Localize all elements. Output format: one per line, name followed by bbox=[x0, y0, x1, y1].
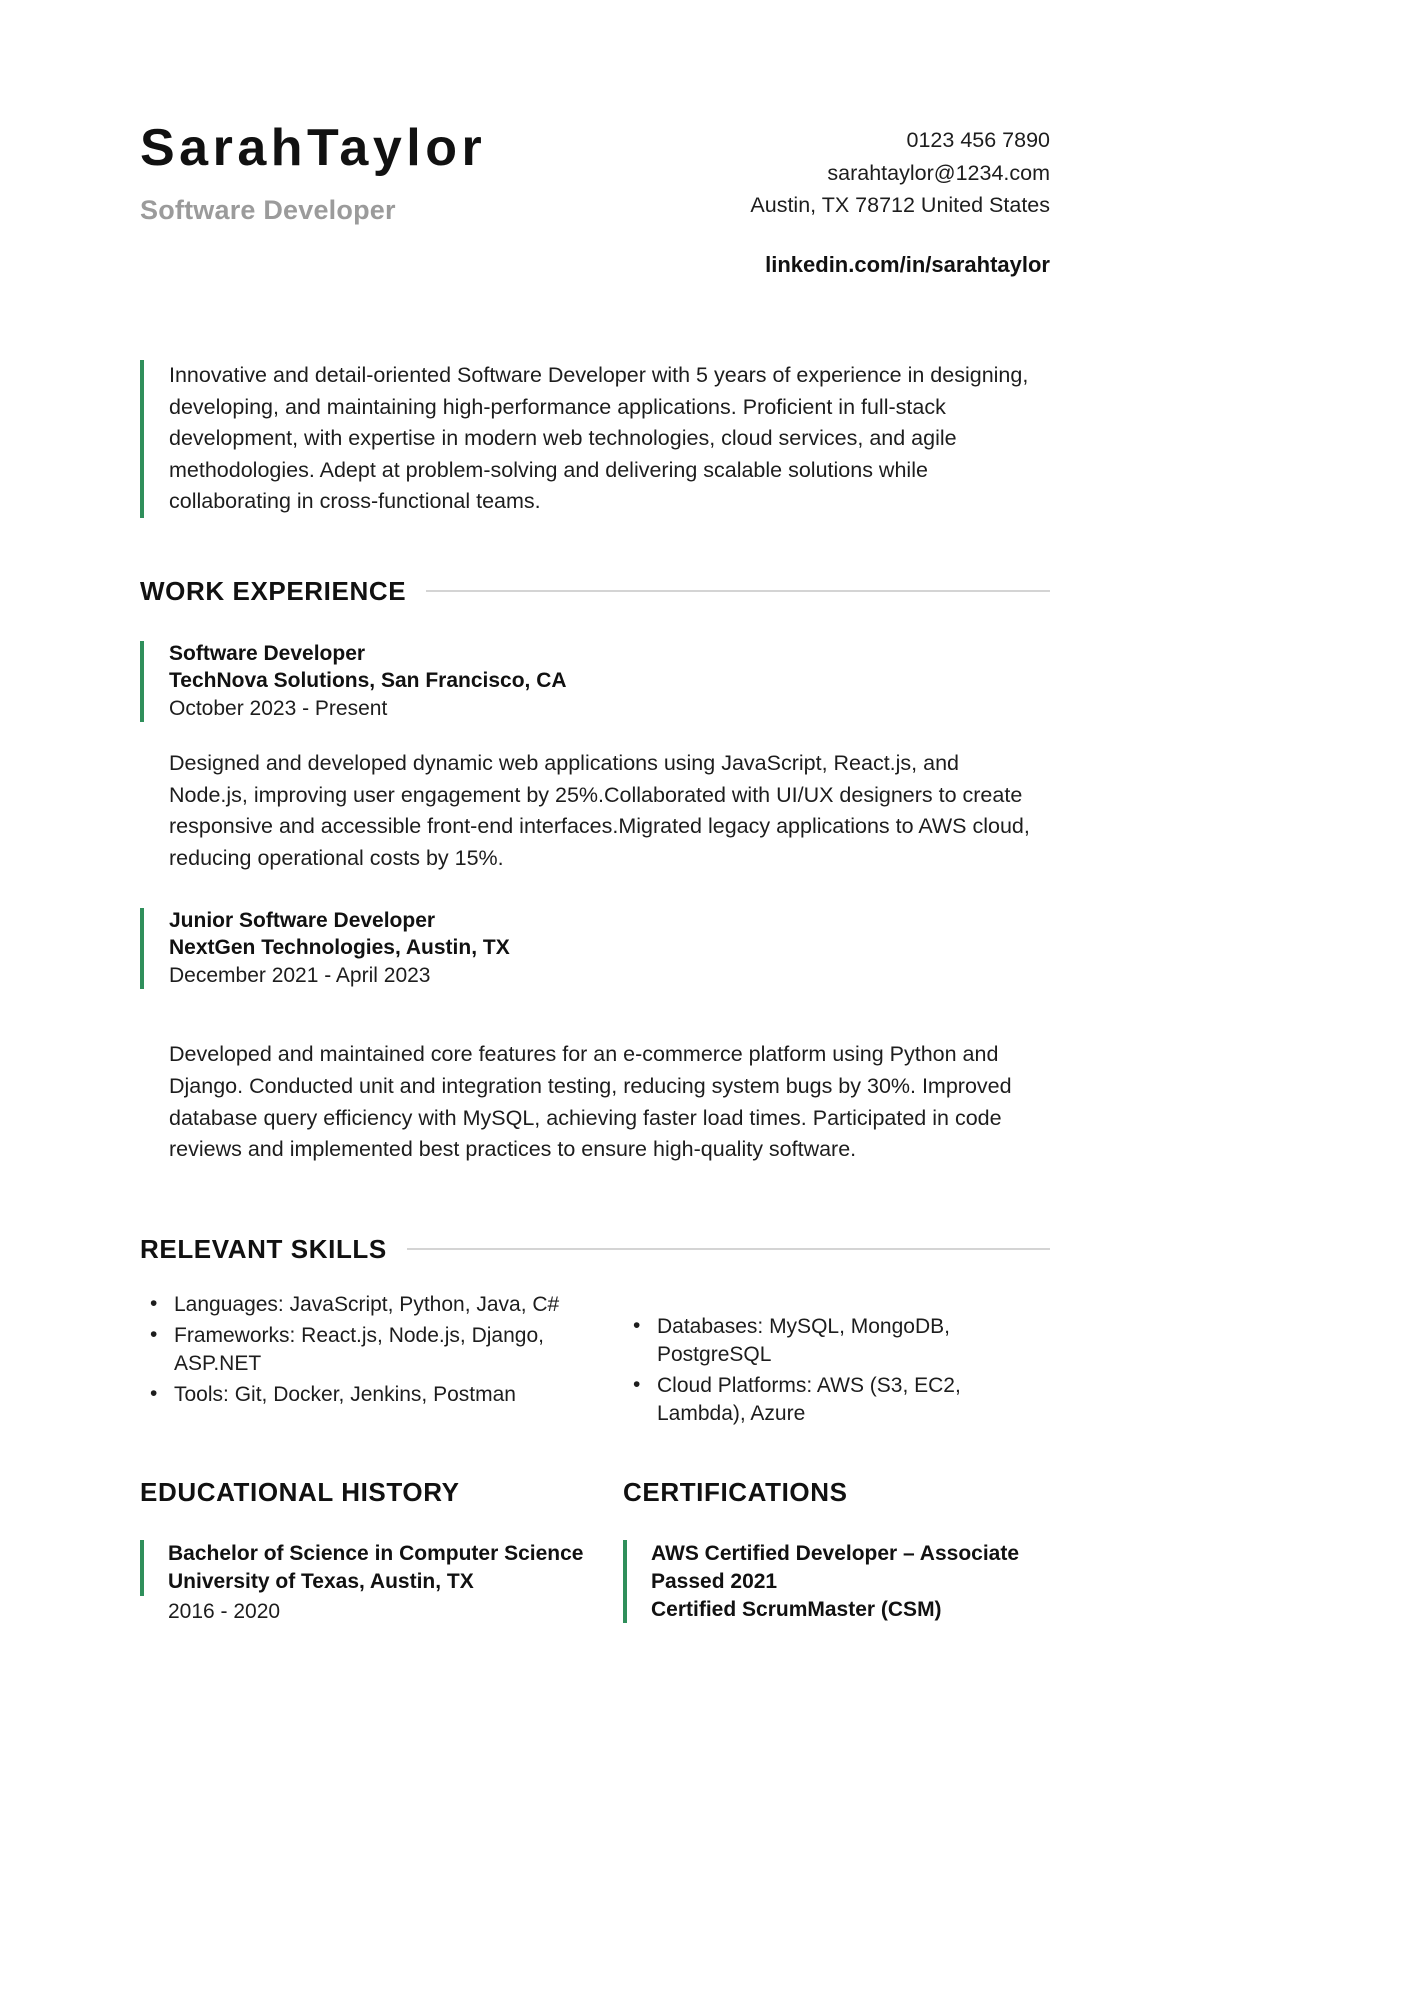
list-item: • Tools: Git, Docker, Jenkins, Postman bbox=[140, 1381, 595, 1409]
candidate-name: SarahTaylor bbox=[140, 119, 487, 177]
bottom-sections bbox=[140, 1477, 1050, 1625]
skills-list-right bbox=[623, 1313, 1050, 1429]
section-title: CERTIFICATIONS bbox=[623, 1477, 848, 1508]
experience-company: NextGen Technologies, Austin, TX bbox=[169, 936, 510, 960]
contact-email: sarahtaylor@1234.com bbox=[827, 160, 1050, 185]
skills-list-left bbox=[140, 1291, 595, 1410]
experience-description: Designed and developed dynamic web applications using JavaScript, React.js, and Node.js, improving user engagement by 25%.Collaborated with UI/UX designers to create responsive and accessible front-end interfaces.Migrated legacy applications to AWS cloud, reducing operational costs by 15%. bbox=[169, 751, 1030, 870]
education-degree: Bachelor of Science in Computer Science bbox=[168, 1542, 584, 1566]
professional-summary bbox=[140, 360, 1050, 518]
experience-company: TechNova Solutions, San Francisco, CA bbox=[169, 668, 567, 692]
section-title: EDUCATIONAL HISTORY bbox=[140, 1477, 460, 1508]
education-years: 2016 - 2020 bbox=[168, 1599, 281, 1623]
certifications-entry bbox=[623, 1540, 1050, 1623]
contact-block bbox=[750, 118, 1050, 278]
summary-text: Innovative and detail-oriented Software Developer with 5 years of experience in designing, developing, and maintaining high-performance applications. Proficient in full-stack development, with expertise in modern web technologies, cloud services, and agile methodologies. Adept at problem-solving and delivering scalable solutions while collaborating in cross-functional teams. bbox=[169, 363, 1029, 514]
list-item: • Frameworks: React.js, Node.js, Django, ASP.NET bbox=[140, 1322, 595, 1378]
experience-entry-head bbox=[140, 641, 1050, 722]
experience-dates: October 2023 - Present bbox=[169, 696, 388, 720]
list-item: • Cloud Platforms: AWS (S3, EC2, Lambda), Azure bbox=[623, 1372, 1050, 1428]
certification-name: AWS Certified Developer – Associate bbox=[651, 1542, 1020, 1566]
work-experience-section bbox=[140, 576, 1050, 1166]
education-entry bbox=[140, 1540, 595, 1595]
educational-history-section bbox=[140, 1477, 595, 1625]
skills-column-right bbox=[595, 1291, 1050, 1432]
list-item: • Databases: MySQL, MongoDB, PostgreSQL bbox=[623, 1313, 1050, 1369]
certifications-section bbox=[595, 1477, 1050, 1625]
contact-location: Austin, TX 78712 United States bbox=[750, 193, 1050, 218]
heading-divider bbox=[407, 1248, 1050, 1250]
list-item: • Languages: JavaScript, Python, Java, C# bbox=[140, 1291, 595, 1319]
resume-header bbox=[140, 118, 1050, 278]
candidate-job-title: Software Developer bbox=[140, 195, 396, 226]
skills-column-left bbox=[140, 1291, 595, 1432]
contact-linkedin[interactable]: linkedin.com/in/sarahtaylor bbox=[765, 252, 1050, 278]
work-experience-heading bbox=[140, 576, 1050, 607]
experience-entry-head bbox=[140, 908, 1050, 989]
heading-divider bbox=[426, 590, 1050, 592]
section-title: RELEVANT SKILLS bbox=[140, 1233, 387, 1264]
experience-dates: December 2021 - April 2023 bbox=[169, 964, 431, 988]
education-school: University of Texas, Austin, TX bbox=[168, 1570, 474, 1594]
experience-entry bbox=[140, 908, 1050, 1165]
certification-scrummaster: Certified ScrumMaster (CSM) bbox=[651, 1597, 942, 1621]
skills-columns bbox=[140, 1291, 1050, 1432]
experience-description: Developed and maintained core features for an e-commerce platform using Python and Django. Conducted unit and integration testing, reducing system bugs by 30%. Improved database query efficiency with MySQL, achieving faster load times. Participated in code reviews and implemented best practices to ensure high-quality software. bbox=[169, 1042, 1012, 1162]
certification-passed: Passed 2021 bbox=[651, 1570, 778, 1594]
experience-role: Junior Software Developer bbox=[169, 909, 436, 933]
experience-entry bbox=[140, 641, 1050, 874]
contact-phone: 0123 456 7890 bbox=[906, 128, 1050, 152]
resume-content bbox=[140, 118, 1050, 1625]
identity-block bbox=[140, 118, 486, 226]
relevant-skills-section bbox=[140, 1234, 1050, 1432]
experience-role: Software Developer bbox=[169, 641, 366, 665]
section-title: WORK EXPERIENCE bbox=[140, 575, 407, 606]
relevant-skills-heading bbox=[140, 1234, 1050, 1265]
